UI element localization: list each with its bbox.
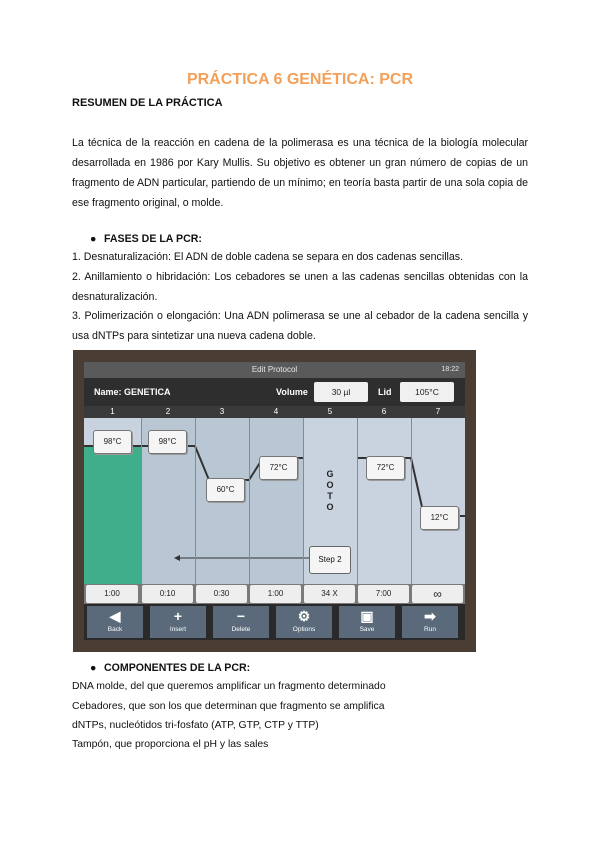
phase-3: 3. Polimerización o elongación: Una ADN polimerasa se une al cebador de la cadena sencilla y usa dNTPs para sintetizar una nueva cadena doble.	[72, 310, 528, 342]
step-number: 3	[219, 407, 225, 416]
step-times-row	[84, 584, 465, 604]
protocol-toolbar	[84, 604, 465, 640]
goto-letter: T	[327, 491, 333, 501]
options-label: Options	[292, 626, 316, 633]
step-time[interactable]: 1:00	[250, 585, 301, 603]
step-7-temp[interactable]: 12°C	[420, 506, 459, 530]
save-button[interactable]	[339, 606, 395, 638]
thermocycler-screen	[84, 362, 465, 640]
insert-label: Insert	[169, 626, 187, 633]
document-title: PRÁCTICA 6 GENÉTICA: PCR	[186, 71, 414, 88]
step-time-infinite[interactable]: ∞	[412, 585, 463, 603]
minus-icon: −	[236, 608, 246, 624]
insert-button[interactable]	[150, 606, 206, 638]
lid-label: Lid	[378, 387, 392, 397]
step-divider	[141, 418, 142, 584]
step-divider	[195, 418, 196, 584]
step-2-temp[interactable]: 98°C	[148, 430, 187, 454]
components-heading-bullet	[90, 662, 250, 674]
bullet-icon: ●	[90, 662, 97, 674]
step-divider	[249, 418, 250, 584]
cycle-count[interactable]: 34 X	[304, 585, 355, 603]
volume-label: Volume	[276, 387, 308, 397]
thermocycler-photo	[73, 350, 476, 652]
step-number: 7	[435, 407, 441, 416]
lid-field[interactable]: 105°C	[400, 382, 454, 402]
step-number: 5	[327, 407, 333, 416]
step-number: 2	[165, 407, 171, 416]
goto-letter: G	[326, 469, 334, 479]
step-numbers	[84, 406, 465, 418]
component-item: Tampón, que proporciona el pH y las sales	[72, 739, 269, 750]
plus-icon: +	[173, 608, 183, 624]
back-label: Back	[107, 626, 123, 633]
bullet-icon: ●	[90, 233, 97, 245]
arrow-left-icon: ◀	[109, 608, 121, 624]
step-time[interactable]: 0:30	[196, 585, 247, 603]
name-bar	[84, 378, 465, 406]
step-divider	[411, 418, 412, 584]
volume-field[interactable]: 30 µl	[314, 382, 368, 402]
protocol-name: Name: GENETICA	[94, 387, 171, 397]
active-step-fill	[84, 446, 141, 584]
clock: 18:22	[441, 366, 459, 373]
components-heading: COMPONENTES DE LA PCR:	[104, 662, 251, 674]
gears-icon: ⚙	[297, 608, 311, 624]
goto-letter: O	[326, 480, 334, 490]
save-label: Save	[359, 626, 375, 633]
step-time[interactable]: 0:10	[142, 585, 193, 603]
goto-label	[322, 469, 338, 513]
component-item: DNA molde, del que queremos amplificar un fragmento determinado	[72, 681, 386, 692]
step-time[interactable]: 1:00	[86, 585, 138, 603]
summary-heading: RESUMEN DE LA PRÁCTICA	[72, 97, 223, 109]
phase-1: 1. Desnaturalización: El ADN de doble cadena se separa en dos cadenas sencillas.	[72, 251, 464, 263]
component-item: Cebadores, que son los que determinan que fragmento se amplifica	[72, 701, 385, 712]
back-button[interactable]	[87, 606, 143, 638]
step-6-temp[interactable]: 72°C	[366, 456, 405, 480]
step-4-temp[interactable]: 72°C	[259, 456, 298, 480]
step-number: 1	[110, 407, 115, 416]
run-arrow-icon: ➡	[424, 608, 436, 624]
step-1-temp[interactable]: 98°C	[93, 430, 132, 454]
step-time[interactable]: 7:00	[358, 585, 409, 603]
component-item: dNTPs, nucleótidos tri-fosfato (ATP, GTP, CTP y TTP)	[72, 720, 319, 731]
phases-heading: FASES DE LA PCR:	[104, 233, 202, 245]
run-button[interactable]	[402, 606, 458, 638]
protocol-header	[84, 362, 465, 378]
step-number: 4	[273, 407, 279, 416]
summary-paragraph: La técnica de la reacción en cadena de la polimerasa es una técnica de la biología molecular desarrollada en 1986 por Kary Mullis. Su objetivo es obtener un gran número de copias de un fragmento de ADN particular, partiendo de un mínimo; en teoría basta partir de una sola copia de ese fragmento original, o molde.	[72, 137, 528, 209]
phases-heading-bullet	[90, 233, 202, 245]
run-label: Run	[424, 626, 436, 633]
goto-letter: O	[326, 502, 334, 512]
floppy-disk-icon: ▣	[360, 608, 374, 624]
delete-label: Delete	[231, 626, 251, 633]
delete-button[interactable]	[213, 606, 269, 638]
options-button[interactable]	[276, 606, 332, 638]
phase-2: 2. Anillamiento o hibridación: Los cebadores se unen a las cadenas sencillas obtenidas con la desnaturalización.	[72, 271, 528, 303]
step-3-temp[interactable]: 60°C	[206, 478, 245, 502]
step-divider	[357, 418, 358, 584]
protocol-header-title: Edit Protocol	[251, 365, 298, 374]
step-number: 6	[381, 407, 387, 416]
step-divider	[303, 418, 304, 584]
goto-step-button[interactable]: Step 2	[309, 546, 351, 574]
protocol-graph	[84, 406, 465, 584]
